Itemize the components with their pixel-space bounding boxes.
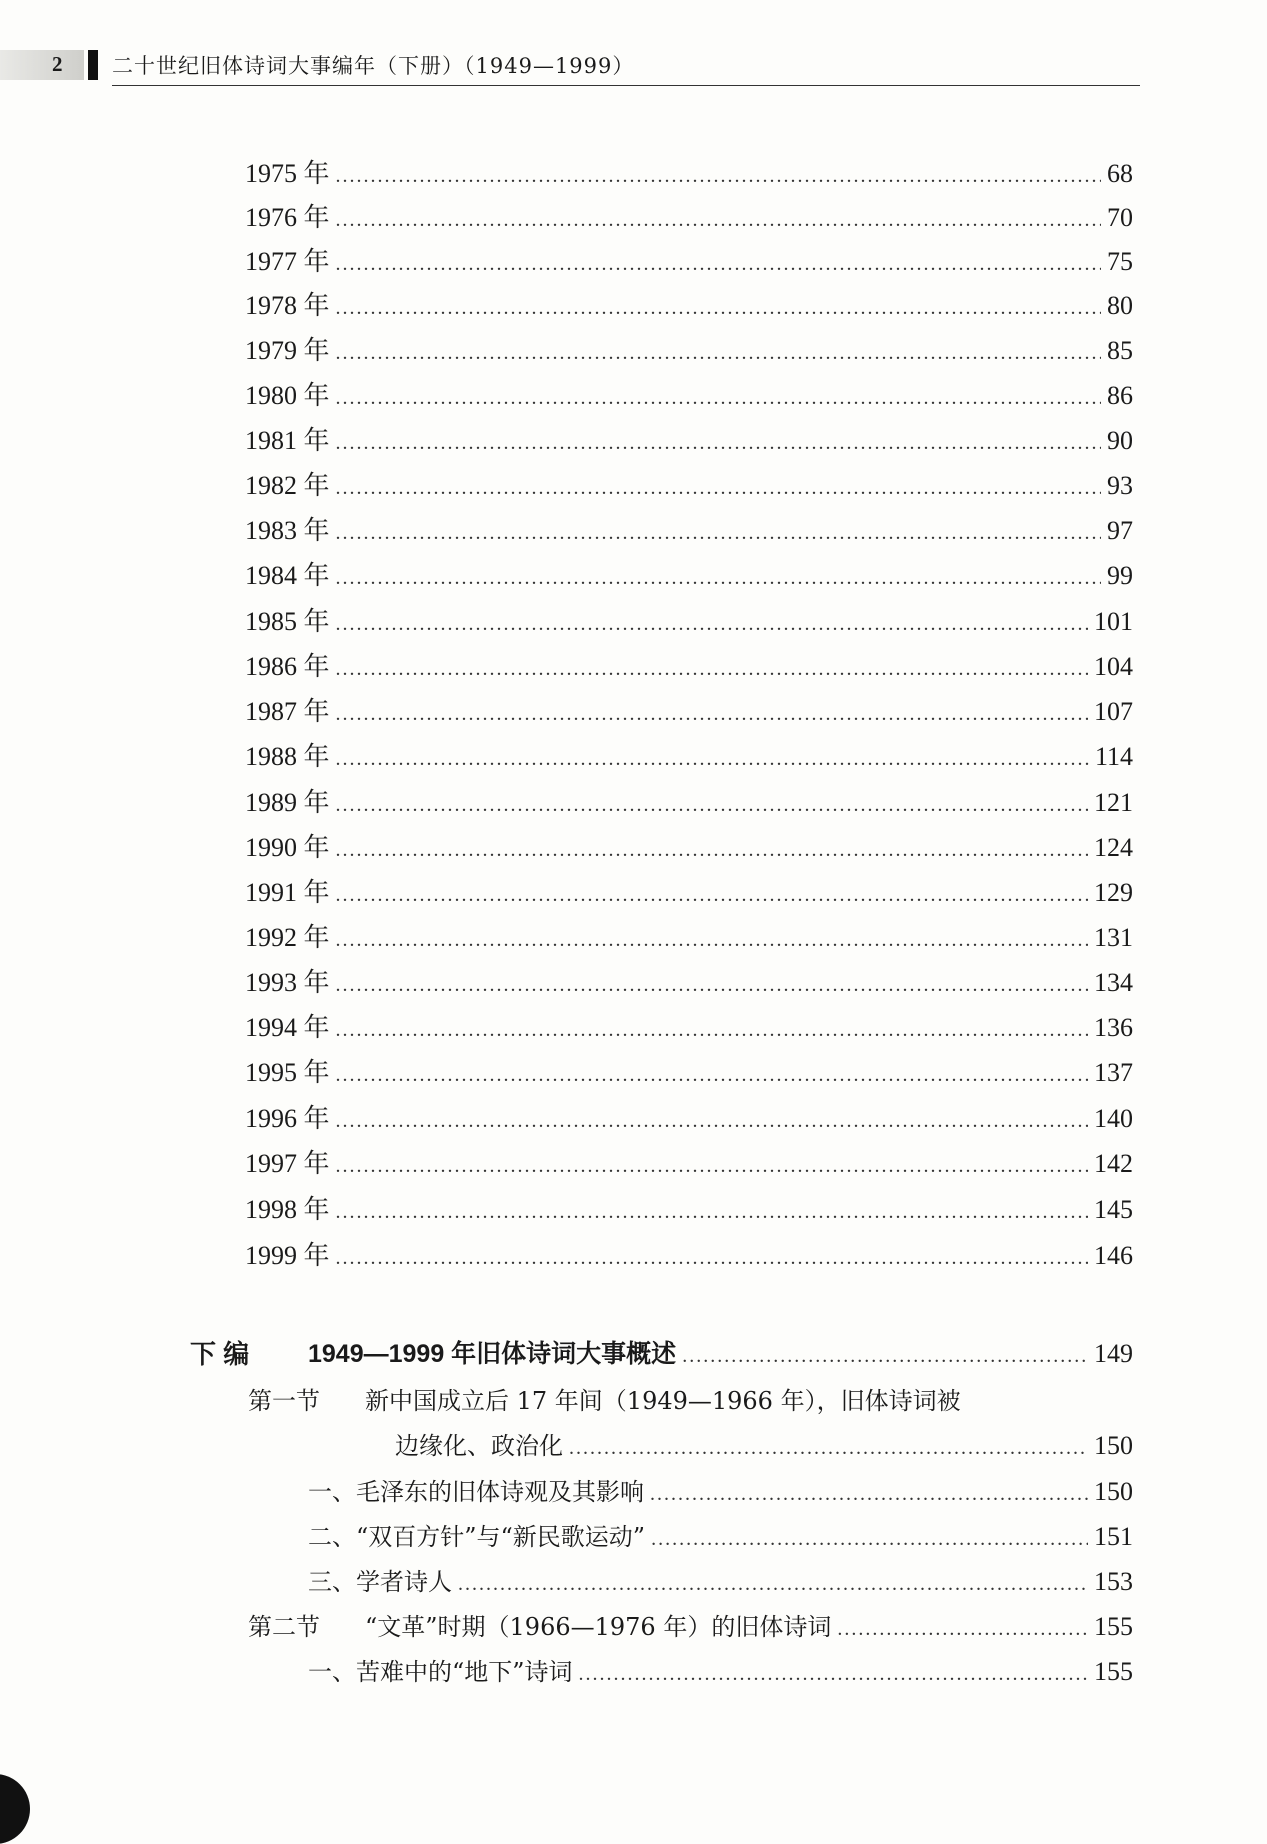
toc-entry-1995[interactable] (245, 1057, 1133, 1091)
entry-label: 1988 年 (245, 742, 330, 771)
dot-leader (336, 472, 1101, 504)
entry-label: 1986 年 (245, 652, 330, 681)
entry-page: 151 (1094, 1522, 1133, 1551)
toc-entry-1984[interactable] (245, 560, 1133, 594)
toc-entry-1999[interactable] (245, 1240, 1133, 1274)
entry-label: 1995 年 (245, 1058, 330, 1087)
entry-label: 1981 年 (245, 426, 330, 455)
entry-page: 149 (1094, 1339, 1133, 1368)
dot-leader (336, 1196, 1088, 1228)
toc-entry-subsection-1-1[interactable] (308, 1476, 1133, 1510)
dot-leader (336, 427, 1101, 459)
dot-leader (336, 834, 1088, 866)
toc-entry-1989[interactable] (245, 787, 1133, 821)
entry-label: 1996 年 (245, 1104, 330, 1133)
entry-label: 1975 年 (245, 159, 330, 188)
entry-label: 1991 年 (245, 878, 330, 907)
entry-page: 75 (1107, 247, 1133, 276)
dot-leader (336, 562, 1101, 594)
dot-leader (336, 789, 1088, 821)
dot-leader (336, 292, 1101, 324)
dot-leader (336, 160, 1101, 192)
dot-leader (336, 1059, 1088, 1091)
toc-entry-1975[interactable] (245, 158, 1133, 192)
toc-entry-subsection-1-3[interactable] (308, 1566, 1133, 1600)
entry-label: 一、毛泽东的旧体诗观及其影响 (308, 1478, 644, 1506)
dot-leader (651, 1523, 1088, 1555)
header-bar (88, 50, 98, 80)
entry-label: 1992 年 (245, 923, 330, 952)
entry-page: 134 (1094, 968, 1133, 997)
dot-leader (336, 1105, 1088, 1137)
entry-page: 142 (1094, 1149, 1133, 1178)
entry-label: 二、“双百方针”与“新民歌运动” (308, 1523, 646, 1551)
entry-page: 140 (1094, 1104, 1133, 1133)
toc-entry-subsection-2-1[interactable] (308, 1656, 1133, 1690)
entry-page: 97 (1107, 516, 1133, 545)
entry-page: 114 (1094, 742, 1133, 771)
part-mark: 下 编 (190, 1339, 250, 1369)
entry-page: 155 (1094, 1657, 1133, 1686)
section-label: 第二节 (248, 1613, 320, 1641)
entry-page: 93 (1107, 471, 1133, 500)
running-header (0, 44, 1140, 80)
toc-entry-1978[interactable] (245, 290, 1133, 324)
entry-page: 86 (1107, 381, 1133, 410)
dot-leader (336, 1014, 1088, 1046)
entry-label: 1978 年 (245, 291, 330, 320)
toc-entry-1986[interactable] (245, 651, 1133, 685)
toc-entry-1997[interactable] (245, 1148, 1133, 1182)
entry-page: 90 (1107, 426, 1133, 455)
entry-label: 1998 年 (245, 1195, 330, 1224)
entry-label: 1994 年 (245, 1013, 330, 1042)
entry-page: 136 (1094, 1013, 1133, 1042)
entry-label: 1977 年 (245, 247, 330, 276)
entry-label: 1976 年 (245, 203, 330, 232)
entry-label: 1993 年 (245, 968, 330, 997)
dot-leader (336, 204, 1101, 236)
entry-page: 137 (1094, 1058, 1133, 1087)
dot-leader (336, 1242, 1088, 1274)
toc-entry-1994[interactable] (245, 1012, 1133, 1046)
entry-page: 121 (1094, 788, 1133, 817)
dot-leader (336, 517, 1101, 549)
entry-page: 99 (1107, 561, 1133, 590)
entry-page: 131 (1094, 923, 1133, 952)
entry-label: 1997 年 (245, 1149, 330, 1178)
dot-leader (336, 382, 1101, 414)
entry-page: 124 (1094, 833, 1133, 862)
dot-leader (336, 698, 1088, 730)
dot-leader (336, 608, 1088, 640)
toc-entry-1992[interactable] (245, 922, 1133, 956)
header-band (0, 50, 84, 80)
toc-entry-1993[interactable] (245, 967, 1133, 1001)
dot-leader (336, 248, 1101, 280)
dot-leader (336, 924, 1088, 956)
toc-entry-part[interactable] (308, 1338, 1133, 1372)
entry-page: 80 (1107, 291, 1133, 320)
toc-entry-1990[interactable] (245, 832, 1133, 866)
toc-entry-1977[interactable] (245, 246, 1133, 280)
entry-page: 70 (1107, 203, 1133, 232)
entry-label: 1983 年 (245, 516, 330, 545)
entry-label: 1987 年 (245, 697, 330, 726)
dot-leader (458, 1568, 1088, 1600)
dot-leader (336, 653, 1088, 685)
dot-leader (682, 1340, 1088, 1372)
page-corner-shadow (0, 1774, 30, 1844)
section-title-line2: 边缘化、政治化 (395, 1432, 563, 1460)
entry-label: 1984 年 (245, 561, 330, 590)
toc-entry-1988[interactable] (245, 741, 1133, 775)
entry-page: 68 (1107, 159, 1133, 188)
entry-label: 1979 年 (245, 336, 330, 365)
dot-leader (336, 879, 1088, 911)
toc-entry-1982[interactable] (245, 470, 1133, 504)
entry-page: 150 (1094, 1431, 1133, 1460)
toc-entry-1979[interactable] (245, 335, 1133, 369)
toc-entry-subsection-1-2[interactable] (308, 1521, 1133, 1555)
dot-leader (650, 1478, 1088, 1510)
toc-entry-section-2[interactable] (365, 1611, 1133, 1645)
entry-label: 1999 年 (245, 1241, 330, 1270)
section-label: 第一节 (248, 1387, 320, 1415)
part-title: 1949—1999 年旧体诗词大事概述 (308, 1340, 677, 1368)
dot-leader (336, 1150, 1088, 1182)
entry-label: 1980 年 (245, 381, 330, 410)
entry-page: 107 (1094, 697, 1133, 726)
toc-entry-1991[interactable] (245, 877, 1133, 911)
entry-label: 一、苦难中的“地下”诗词 (308, 1658, 573, 1686)
dot-leader (336, 337, 1101, 369)
entry-page: 145 (1094, 1195, 1133, 1224)
toc-entry-1983[interactable] (245, 515, 1133, 549)
entry-label: 三、学者诗人 (308, 1568, 452, 1596)
toc-entry-1985[interactable] (245, 606, 1133, 640)
entry-page: 129 (1094, 878, 1133, 907)
dot-leader (336, 743, 1089, 775)
toc-entry-1996[interactable] (245, 1103, 1133, 1137)
page-number: 2 (52, 52, 63, 76)
entry-page: 85 (1107, 336, 1133, 365)
dot-leader (336, 969, 1088, 1001)
toc-entry-1998[interactable] (245, 1194, 1133, 1228)
header-rule (112, 85, 1140, 86)
dot-leader (569, 1432, 1088, 1464)
section-title: “文革”时期（1966—1976 年）的旧体诗词 (365, 1613, 832, 1641)
entry-label: 1985 年 (245, 607, 330, 636)
entry-page: 101 (1094, 607, 1133, 636)
entry-page: 153 (1094, 1567, 1133, 1596)
dot-leader (579, 1658, 1088, 1690)
entry-page: 146 (1094, 1241, 1133, 1270)
entry-label: 1982 年 (245, 471, 330, 500)
dot-leader (837, 1613, 1088, 1645)
toc-entry-1980[interactable] (245, 380, 1133, 414)
entry-label: 1989 年 (245, 788, 330, 817)
toc-entry-1976[interactable] (245, 202, 1133, 236)
entry-page: 104 (1094, 652, 1133, 681)
section-title-line1[interactable]: 新中国成立后 17 年间（1949—1966 年），旧体诗词被 (365, 1387, 961, 1415)
entry-label: 1990 年 (245, 833, 330, 862)
toc-entry-section-1[interactable] (395, 1430, 1133, 1464)
toc-entry-1981[interactable] (245, 425, 1133, 459)
entry-page: 155 (1094, 1612, 1133, 1641)
entry-page: 150 (1094, 1477, 1133, 1506)
toc-entry-1987[interactable] (245, 696, 1133, 730)
book-title: 二十世纪旧体诗词大事编年（下册）（1949—1999） (112, 54, 635, 78)
